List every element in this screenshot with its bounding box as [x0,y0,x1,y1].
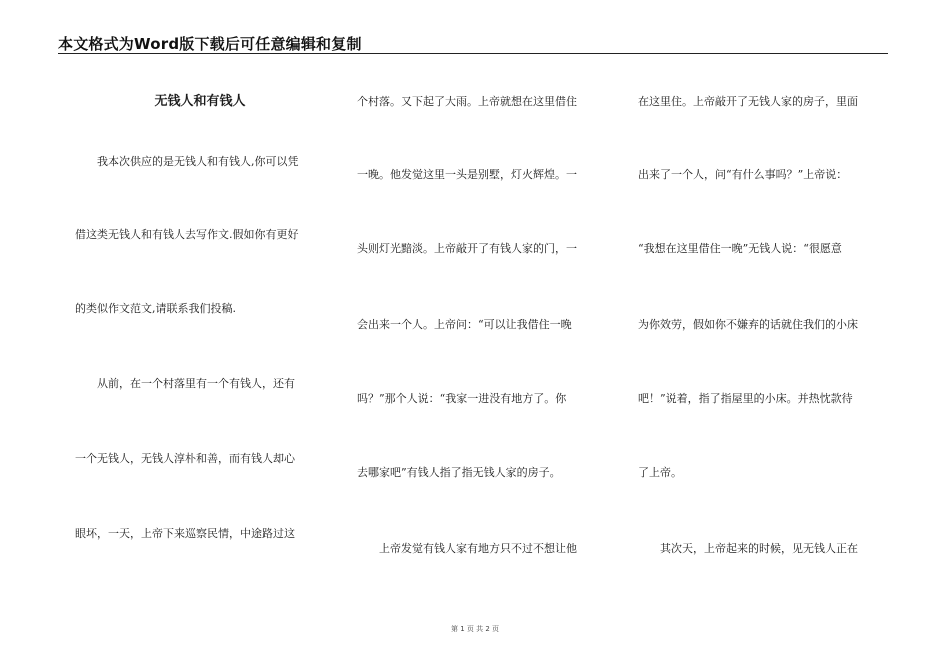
text-line: 吗？”那个人说：“我家一进没有地方了。你 [357,392,567,405]
text-line: 眼坏，一天，上帝下来巡察民情，中途路过这 [75,527,295,540]
text-line: 个村落。又下起了大雨。上帝就想在这里借住 [357,95,577,108]
text-line: 吧！”说着，指了指屋里的小床。并热忱款待 [638,392,853,405]
text-line: 会出来一个人。上帝问：“可以让我借住一晚 [357,318,572,331]
text-line: 为你效劳，假如你不嫌弃的话就住我们的小床 [638,318,858,331]
text-line: 的类似作文范文,请联系我们投稿. [75,302,236,315]
article-title: 无钱人和有钱人 [154,94,246,109]
text-line: 头则灯光黯淡。上帝敲开了有钱人家的门，一 [357,242,577,255]
text-column-1 [75,80,325,540]
text-line: “我想在这里借住一晚”无钱人说：“很愿意 [638,242,842,255]
text-line: 借这类无钱人和有钱人去写作文.假如你有更好 [75,228,299,241]
text-line: 了上帝。 [638,466,682,479]
text-line: 一个无钱人，无钱人淳朴和善，而有钱人却心 [75,452,295,465]
text-line: 出来了一个人，问“有什么事吗？”上帝说： [638,168,848,181]
text-line: 从前，在一个村落里有一个有钱人，还有 [75,377,295,390]
page-number: 第 1 页 共 2 页 [450,625,500,633]
text-line: 一晚。他发觉这里一头是别墅，灯火辉煌。一 [357,168,577,181]
text-line: 上帝发觉有钱人家有地方只不过不想让他 [357,542,577,555]
text-line: 在这里住。上帝敲开了无钱人家的房子，里面 [638,95,858,108]
header-divider [58,53,888,54]
text-line: 其次天，上帝起来的时候，见无钱人正在 [638,542,858,555]
text-line: 我本次供应的是无钱人和有钱人,你可以凭 [75,155,299,168]
document-header-title: 本文格式为Word版下载后可任意编辑和复制 [58,35,362,53]
text-line: 去哪家吧”有钱人指了指无钱人家的房子。 [357,466,561,479]
